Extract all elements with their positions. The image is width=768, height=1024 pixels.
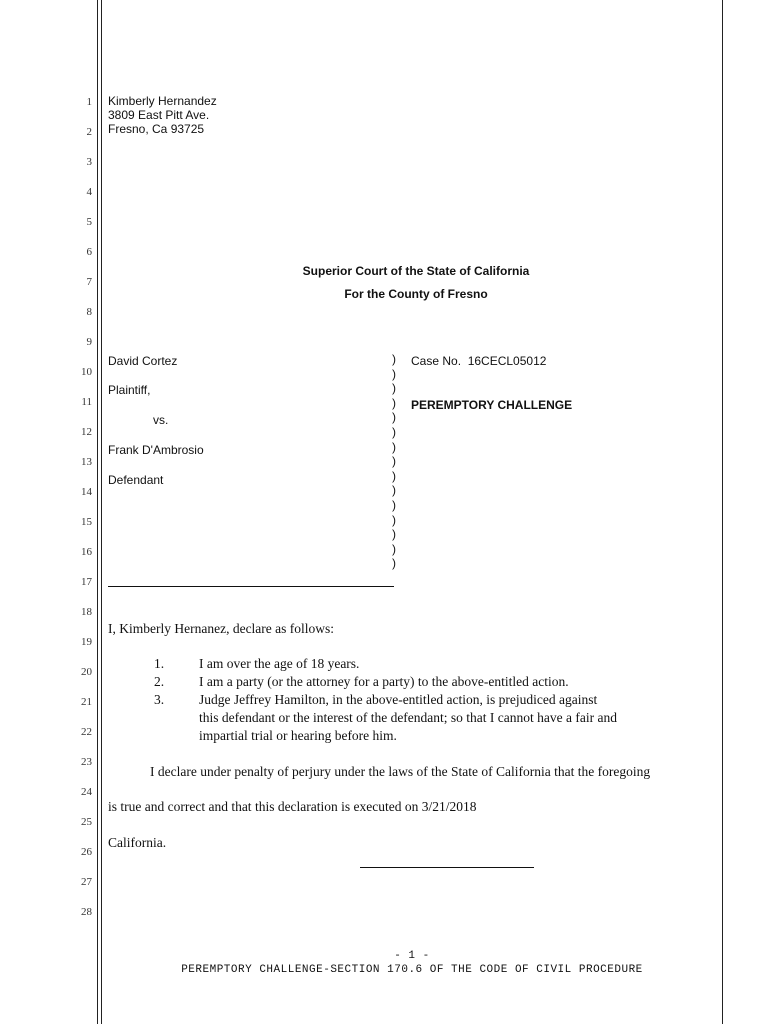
versus-label: vs. xyxy=(153,413,169,427)
line-number: 23 xyxy=(81,756,92,768)
left-margin-rule-outer xyxy=(97,0,98,1024)
list-item-text: I am over the age of 18 years. xyxy=(199,656,360,671)
line-number: 12 xyxy=(81,426,92,438)
line-number: 2 xyxy=(86,126,92,138)
line-number: 18 xyxy=(81,606,92,618)
line-number: 7 xyxy=(86,276,92,288)
line-number: 27 xyxy=(81,876,92,888)
plaintiff-label: Plaintiff, xyxy=(108,383,151,397)
line-number: 15 xyxy=(81,516,92,528)
line-number: 26 xyxy=(81,846,92,858)
case-number xyxy=(411,354,546,368)
right-margin-rule xyxy=(722,0,723,1024)
line-number: 20 xyxy=(81,666,92,678)
penalty-statement-line1: I declare under penalty of perjury under the laws of the State of California that the foregoing xyxy=(150,764,651,779)
line-number: 8 xyxy=(86,306,92,318)
case-number-value: 16CECL05012 xyxy=(467,354,547,368)
list-item-number: 2. xyxy=(154,674,165,689)
declaration-location: California. xyxy=(108,835,167,850)
line-number: 24 xyxy=(81,786,92,798)
signature-line xyxy=(360,867,534,868)
list-item-text: Judge Jeffrey Hamilton, in the above-entitled action, is prejudiced against xyxy=(199,692,598,707)
defendant-label: Defendant xyxy=(108,473,164,487)
attorney-city: Fresno, Ca 93725 xyxy=(108,122,205,136)
left-margin-rule-inner xyxy=(101,0,102,1024)
court-county: For the County of Fresno xyxy=(344,287,488,301)
caption-paren-column: ) ) ) ) ) ) ) ) ) ) ) ) ) ) ) xyxy=(392,352,396,571)
attorney-name: Kimberly Hernandez xyxy=(108,94,217,108)
list-item-text: I am a party (or the attorney for a party) to the above-entitled action. xyxy=(199,674,569,689)
line-number: 21 xyxy=(81,696,92,708)
plaintiff-name: David Cortez xyxy=(108,354,178,368)
line-number: 9 xyxy=(86,336,92,348)
list-item-text: this defendant or the interest of the defendant; so that I cannot have a fair and xyxy=(199,710,617,725)
declaration-intro: I, Kimberly Hernanez, declare as follows: xyxy=(108,621,335,636)
footer-caption: PEREMPTORY CHALLENGE-SECTION 170.6 OF THE CODE OF CIVIL PROCEDURE xyxy=(181,964,643,976)
line-number: 11 xyxy=(81,396,92,408)
defendant-name: Frank D'Ambrosio xyxy=(108,443,204,457)
list-item-number: 1. xyxy=(154,656,165,671)
penalty-statement-line2: is true and correct and that this declaration is executed on 3/21/2018 xyxy=(108,799,477,814)
line-number: 6 xyxy=(86,246,92,258)
list-item-text: impartial trial or hearing before him. xyxy=(199,728,397,743)
list-item-number: 3. xyxy=(154,692,165,707)
line-number: 10 xyxy=(81,366,92,378)
line-number: 19 xyxy=(81,636,92,648)
line-number: 16 xyxy=(81,546,92,558)
court-title: Superior Court of the State of California xyxy=(302,264,530,278)
line-number: 3 xyxy=(86,156,92,168)
line-number: 14 xyxy=(81,486,92,498)
line-number: 13 xyxy=(81,456,92,468)
case-number-label: Case No. xyxy=(411,354,462,368)
attorney-street: 3809 East Pitt Ave. xyxy=(108,108,210,122)
line-number: 17 xyxy=(81,576,92,588)
line-number: 1 xyxy=(86,96,92,108)
line-number: 25 xyxy=(81,816,92,828)
caption-rule xyxy=(108,586,394,587)
document-title: PEREMPTORY CHALLENGE xyxy=(411,398,573,412)
footer-page-number: - 1 - xyxy=(394,950,430,962)
line-number: 5 xyxy=(86,216,92,228)
line-number: 28 xyxy=(81,906,92,918)
line-number: 4 xyxy=(86,186,92,198)
line-number: 22 xyxy=(81,726,92,738)
